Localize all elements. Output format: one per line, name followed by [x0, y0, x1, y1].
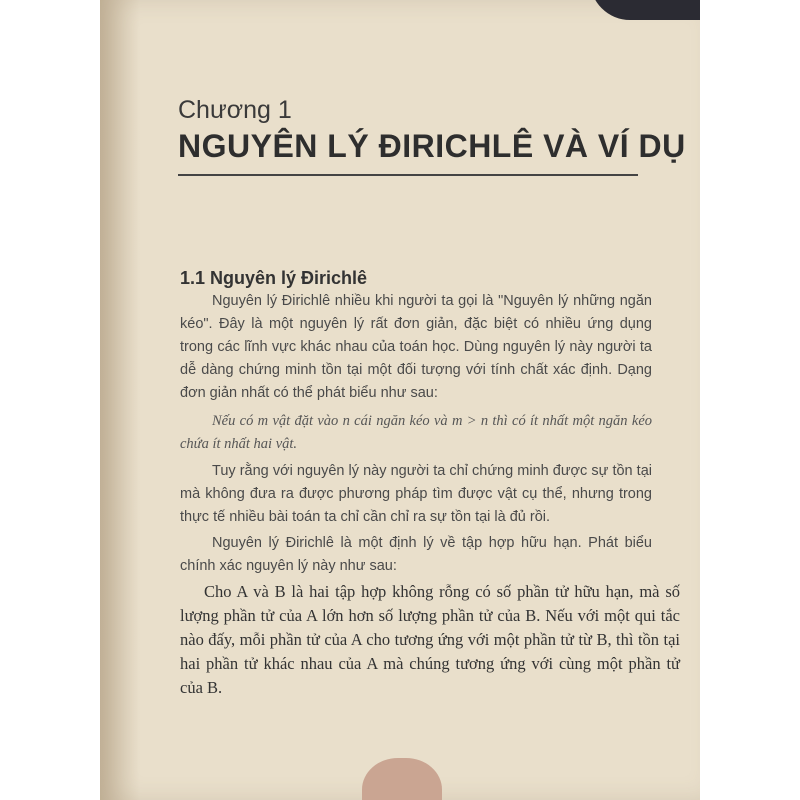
theorem-statement: Cho A và B là hai tập hợp không rỗng có số phần tử hữu hạn, mà số lượng phần tử của A lớn hơn số lượng phần tử của B. Nếu với một qui tắc nào đấy, mỗi phần tử của A cho tương ứng với một phần tử từ B, thì tồn tại hai phần tử khác nhau của A mà chúng tương ứng với cùng một phần tử của B.	[180, 582, 680, 697]
finite-sets-paragraph: Nguyên lý Đirichlê là một định lý về tập hợp hữu hạn. Phát biểu chính xác nguyên lý này như sau:	[180, 535, 652, 574]
thumb	[362, 758, 442, 800]
existence-paragraph: Tuy rằng với nguyên lý này người ta chỉ chứng minh được sự tồn tại mà không đưa ra được phương pháp tìm được vật cụ thể, nhưng trong thực tế nhiều bài toán ta chỉ cần chỉ ra sự tồn tại là đủ rồi.	[180, 463, 652, 525]
section-title: 1.1 Nguyên lý Đirichlê	[180, 268, 368, 288]
simple-statement: Nếu có m vật đặt vào n cái ngăn kéo và m > n thì có ít nhất một ngăn kéo chứa ít nhất hai vật.	[180, 413, 652, 452]
spine-shadow	[100, 0, 140, 800]
intro-paragraph: Nguyên lý Đirichlê nhiều khi người ta gọi là "Nguyên lý những ngăn kéo". Đây là một nguyên lý rất đơn giản, đặc biệt có nhiều ứng dụng trong các lĩnh vực khác nhau của toán học. Dùng nguyên lý này người ta dễ dàng chứng minh tồn tại một đối tượng với tính chất xác định. Dạng đơn giản nhất có thể phát biểu như sau:	[180, 293, 652, 401]
chapter-title: NGUYÊN LÝ ĐIRICHLÊ VÀ VÍ DỤ	[178, 128, 686, 164]
book-page	[100, 0, 700, 800]
background-object	[590, 0, 700, 20]
chapter-label: Chương 1	[178, 96, 292, 124]
chapter-rule	[178, 174, 638, 176]
